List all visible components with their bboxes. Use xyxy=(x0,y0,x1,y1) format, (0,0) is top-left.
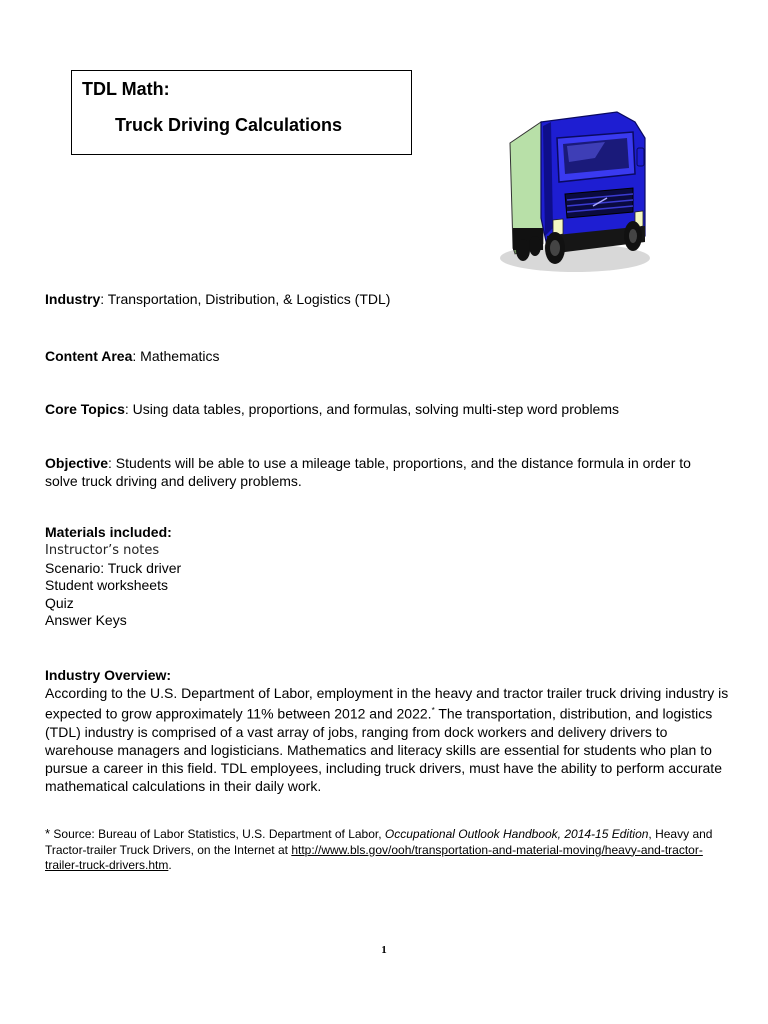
materials-list xyxy=(45,542,181,630)
industry-value: : Transportation, Distribution, & Logistics (TDL) xyxy=(100,291,391,307)
content-area-value: : Mathematics xyxy=(132,348,220,364)
core-topics-field xyxy=(45,400,619,418)
overview-heading: Industry Overview: xyxy=(45,667,172,683)
footnote-source-prefix: Source: Bureau of Labor Statistics, U.S. Department of Labor, xyxy=(50,827,385,841)
footnote-end: . xyxy=(168,858,172,872)
footnote-marker: * xyxy=(45,826,51,841)
footnote-reference: * xyxy=(431,706,435,715)
materials-heading: Materials included: xyxy=(45,524,172,540)
page-number: 1 xyxy=(381,944,387,956)
footnote-middle: , Heavy and Tractor-trailer Truck Drivers, on the Internet at xyxy=(45,827,713,857)
materials-item: Answer Keys xyxy=(45,612,127,629)
overview-text-part2: The transportation, distribution, and logistics (TDL) industry is comprised of a vast array of jobs, ranging from dock workers and delivery drivers to warehouse managers and logisticians. Mathematics and literacy skills are essential for students who plan to pursue a career in this field. TDL employees, including truck drivers, must have the ability to perform accurate mathematical calculations in their daily work. xyxy=(45,705,722,794)
materials-item: Quiz xyxy=(45,594,74,611)
overview-paragraph xyxy=(45,684,735,795)
title-line-2: Truck Driving Calculations xyxy=(115,115,343,135)
overview-text-part1: According to the U.S. Department of Labor, employment in the heavy and tractor trailer truck driving industry is expected to grow approximately 11% between 2012 and 2022. xyxy=(45,685,729,722)
core-topics-value: : Using data tables, proportions, and formulas, solving multi-step word problems xyxy=(124,401,619,417)
objective-value: : Students will be able to use a mileage table, proportions, and the distance formula in order to solve truck driving and delivery problems. xyxy=(45,455,691,489)
industry-field xyxy=(45,290,390,308)
footnote xyxy=(45,826,725,874)
truck-icon xyxy=(495,108,650,278)
materials-item: Scenario: Truck driver xyxy=(45,559,182,576)
materials-item: Instructor’s notes xyxy=(45,543,160,558)
title-box xyxy=(71,70,412,155)
objective-label: Objective xyxy=(45,455,109,471)
industry-label: Industry xyxy=(45,291,101,307)
content-area-label: Content Area xyxy=(45,348,133,364)
objective-field xyxy=(45,454,705,490)
footnote-source-link[interactable]: http://www.bls.gov/ooh/transportation-and-material-moving/heavy-and-tractor-trailer-truck-drivers.htm xyxy=(45,842,703,872)
footnote-publication: Occupational Outlook Handbook, 2014-15 Edition xyxy=(384,827,649,841)
title-line-1: TDL Math: xyxy=(82,79,170,99)
core-topics-label: Core Topics xyxy=(45,401,125,417)
materials-item: Student worksheets xyxy=(45,577,168,594)
content-area-field xyxy=(45,347,220,365)
